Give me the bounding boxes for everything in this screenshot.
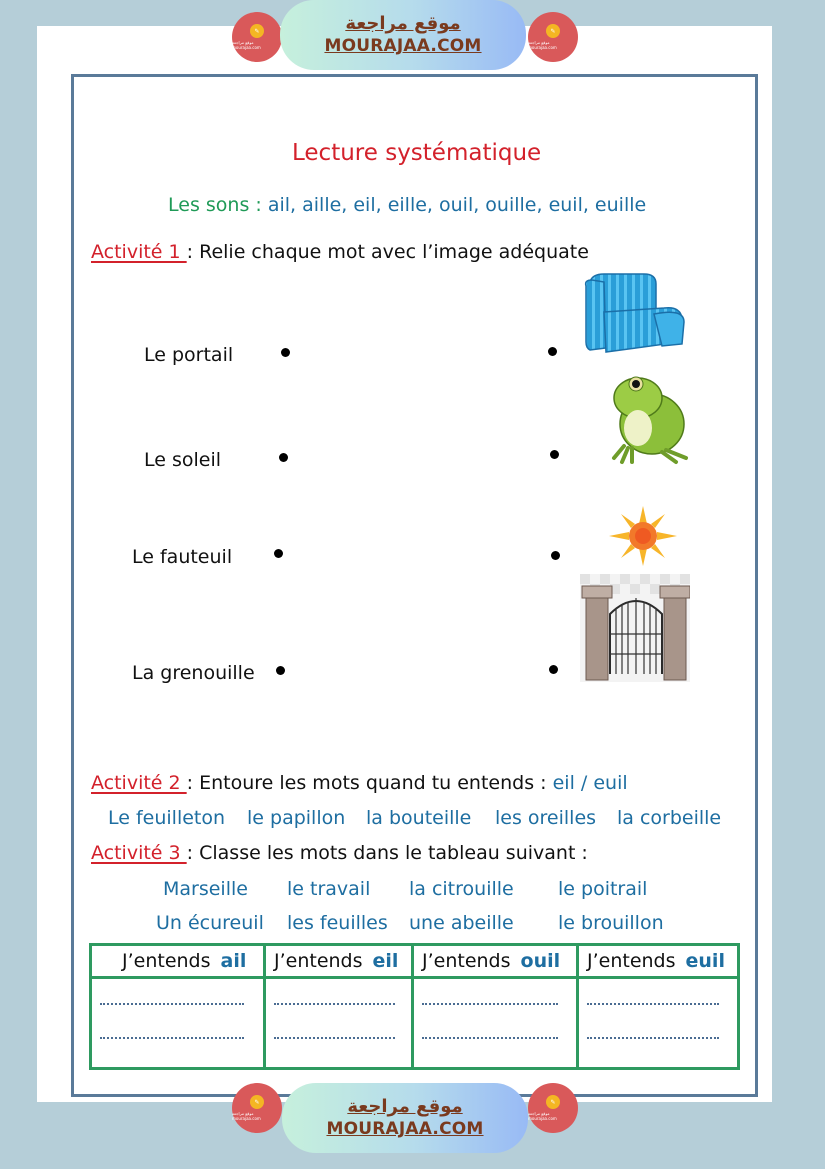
column-header-eil [265, 945, 413, 978]
match-word: Le fauteuil [132, 546, 233, 568]
logo-icon: ✎ [250, 1095, 264, 1109]
sort-word: les feuilles [287, 912, 388, 934]
sounds-line [168, 194, 646, 216]
site-banner-top[interactable] [280, 0, 526, 70]
site-banner-bottom[interactable] [282, 1083, 528, 1153]
answer-cell-eil[interactable] [265, 978, 413, 1069]
badge-caption: موقع مراجعة mourajaa.com [232, 1111, 261, 1121]
banner-site-link[interactable]: MOURAJAA.COM [326, 1119, 484, 1139]
activity3-header [91, 842, 588, 864]
answer-line[interactable] [100, 997, 244, 1005]
worksheet-title: Lecture systématique [292, 140, 542, 166]
gate-image [580, 574, 690, 682]
match-dot-right[interactable] [549, 665, 558, 674]
answer-line[interactable] [587, 1031, 719, 1039]
match-word: Le soleil [144, 449, 222, 471]
table-header-row [91, 945, 739, 978]
sort-word: le poitrail [558, 878, 648, 900]
sounds-label: Les sons : [168, 194, 262, 216]
match-word: Le portail [144, 344, 234, 366]
sorting-table [89, 943, 740, 1070]
activity2-heading: Activité 2 [91, 772, 187, 794]
column-header-euil [578, 945, 739, 978]
answer-line[interactable] [100, 1031, 244, 1039]
circle-word[interactable]: les oreilles [495, 807, 597, 829]
badge-caption: موقع مراجعة mourajaa.com [232, 40, 261, 50]
circle-word[interactable]: le papillon [247, 807, 346, 829]
logo-icon: ✎ [250, 24, 264, 38]
circle-word[interactable]: la corbeille [617, 807, 722, 829]
match-dot-left[interactable] [279, 453, 288, 462]
match-dot-right[interactable] [550, 450, 559, 459]
site-badge-right[interactable] [528, 12, 578, 62]
site-badge-left[interactable] [232, 12, 282, 62]
armchair-image [584, 272, 688, 356]
activity3-instruction: : Classe les mots dans le tableau suivant : [186, 842, 588, 864]
banner-arabic-text: موقع مراجعة [345, 13, 461, 34]
circle-word[interactable]: Le feuilleton [108, 807, 226, 829]
banner-site-link[interactable]: MOURAJAA.COM [324, 36, 482, 56]
logo-icon: ✎ [546, 1095, 560, 1109]
sounds-values: ail, aille, eil, eille, ouil, ouille, euil, euille [267, 194, 647, 216]
badge-caption: موقع مراجعة mourajaa.com [528, 1111, 557, 1121]
match-dot-left[interactable] [276, 666, 285, 675]
match-dot-left[interactable] [274, 549, 283, 558]
answer-cell-ouil[interactable] [413, 978, 578, 1069]
column-header-ouil [413, 945, 578, 978]
sort-word: le brouillon [558, 912, 664, 934]
match-dot-left[interactable] [281, 348, 290, 357]
frog-image [604, 368, 692, 466]
answer-line[interactable] [422, 997, 558, 1005]
sort-word: Marseille [163, 878, 248, 900]
sort-word: une abeille [409, 912, 514, 934]
site-badge-left[interactable] [232, 1083, 282, 1133]
answer-line[interactable] [422, 1031, 558, 1039]
column-prefix: J’entends [274, 950, 363, 972]
banner-arabic-text: موقع مراجعة [347, 1096, 463, 1117]
table-answer-row [91, 978, 739, 1069]
answer-cell-ail[interactable] [91, 978, 265, 1069]
activity3-heading: Activité 3 [91, 842, 187, 864]
sort-word: Un écureuil [156, 912, 264, 934]
answer-line[interactable] [274, 1031, 395, 1039]
sun-image [607, 505, 679, 567]
badge-caption: موقع مراجعة mourajaa.com [528, 40, 557, 50]
activity1-instruction: : Relie chaque mot avec l’image adéquate [186, 241, 589, 263]
column-prefix: J’entends [587, 950, 676, 972]
logo-icon: ✎ [546, 24, 560, 38]
column-prefix: J’entends [122, 950, 211, 972]
answer-line[interactable] [587, 997, 719, 1005]
match-dot-right[interactable] [548, 347, 557, 356]
activity2-target: eil / euil [552, 772, 628, 794]
match-word: La grenouille [132, 662, 255, 684]
column-prefix: J’entends [422, 950, 511, 972]
column-sound: eil [372, 950, 399, 972]
sort-word: le travail [287, 878, 371, 900]
column-sound: ouil [520, 950, 561, 972]
circle-word[interactable]: la bouteille [366, 807, 472, 829]
sort-word: la citrouille [409, 878, 514, 900]
activity1-heading: Activité 1 [91, 241, 187, 263]
site-badge-right[interactable] [528, 1083, 578, 1133]
column-header-ail [91, 945, 265, 978]
answer-line[interactable] [274, 997, 395, 1005]
activity2-instruction: : Entoure les mots quand tu entends : [186, 772, 547, 794]
activity1-header [91, 241, 589, 263]
column-sound: euil [685, 950, 725, 972]
answer-cell-euil[interactable] [578, 978, 739, 1069]
column-sound: ail [220, 950, 247, 972]
match-dot-right[interactable] [551, 551, 560, 560]
activity2-header [91, 772, 628, 794]
